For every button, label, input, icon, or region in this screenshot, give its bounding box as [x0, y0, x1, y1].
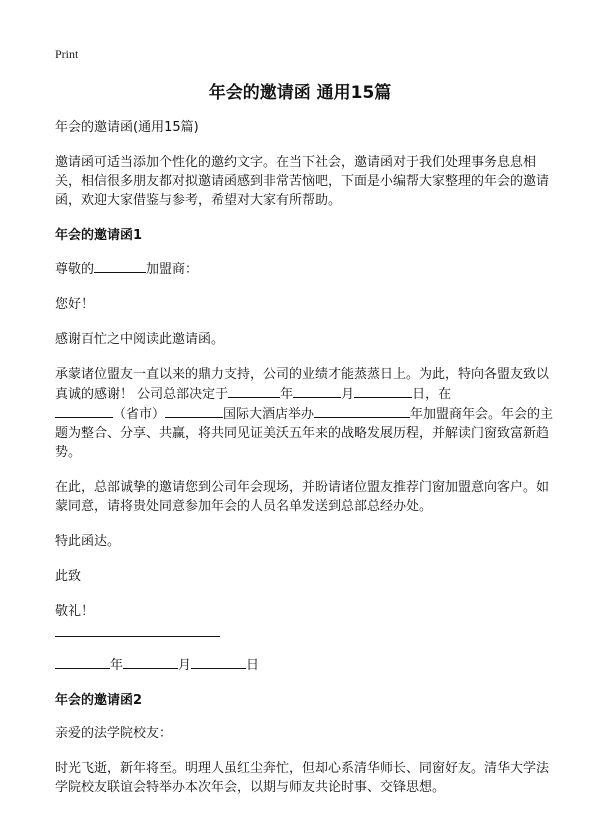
letter1-date: 年 月 日 [55, 655, 555, 675]
signature-line [55, 635, 220, 637]
subtitle: 年会的邀请函(通用15篇) [55, 120, 199, 135]
letter1-closing-1: 特此函达。 [55, 534, 121, 549]
letter1-closing-2: 此致 [55, 569, 82, 584]
letter1-greeting: 您好！ [55, 297, 95, 312]
letter1-body2: 在此，总部诚挚的邀请您到公司年会现场，并盼请诸位盟友推荐门窗加盟意向客户。如蒙同意，请将贵处同意参加年会的人员名单发送到总部总经办处。 [55, 480, 550, 514]
document-body [55, 118, 555, 813]
letter1-body1: 承蒙诸位盟友一直以来的鼎力支持，公司的业绩才能蒸蒸日上。为此，特向各盟友致以真诚的感谢！ 公司总部决定于 年 月 日，在 （省市） 国际大酒店举办 年加盟商年会。年会的主题为整合、分享、共赢，将共同见证美沃五年来的战略发展历程，并解读门窗致富新趋势。 [55, 367, 554, 460]
letter1-thanks: 感谢百忙之中阅读此邀请函。 [55, 332, 225, 347]
intro-paragraph: 邀请函可适当添加个性化的邀约文字。在当下社会，邀请函对于我们处理事务息息相关，相信很多朋友都对拟邀请函感到非常苦恼吧，下面是小编帮大家整理的年会的邀请函，欢迎大家借鉴与参考，希望对大家有所帮助。 [55, 155, 550, 208]
letter1-heading: 年会的邀请函1 [55, 228, 143, 243]
letter2-heading: 年会的邀请函2 [55, 693, 143, 708]
letter1-salutation: 尊敬的 加盟商： [55, 259, 555, 279]
letter1-closing-3: 敬礼！ [55, 604, 95, 619]
letter2-body1: 时光飞逝，新年将至。明理人虽红尘奔忙，但却心系清华师长、同窗好友。清华大学法学院校友联谊会特举办本次年会，以期与师友共论时事、交锋思想。 [55, 761, 550, 795]
page-title: 年会的邀请函 通用15篇 [208, 83, 392, 103]
letter2-salutation: 亲爱的法学院校友： [55, 726, 173, 741]
print-link[interactable]: Print [55, 47, 79, 61]
